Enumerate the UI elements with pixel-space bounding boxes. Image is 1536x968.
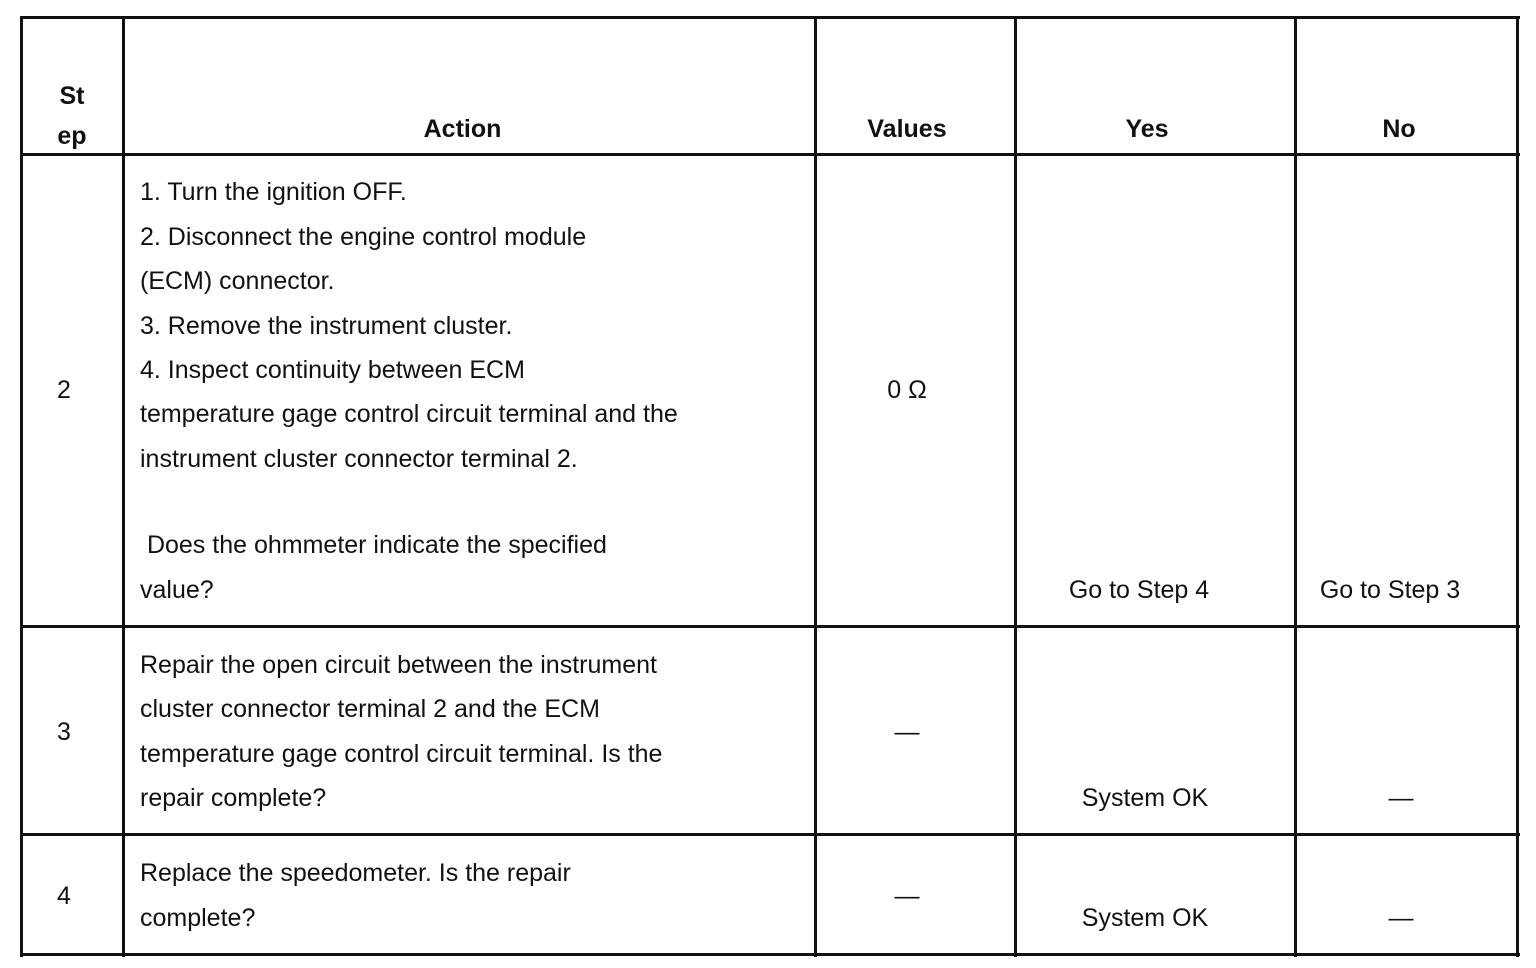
action-line: 4. Inspect continuity between ECM: [140, 356, 525, 384]
action-line: temperature gage control circuit terminal and the: [140, 400, 678, 428]
action-line: 3. Remove the instrument cluster.: [140, 312, 513, 340]
row-divider: [20, 625, 1520, 628]
column-divider: [814, 16, 817, 957]
action-line: instrument cluster connector terminal 2.: [140, 445, 578, 473]
action-line: temperature gage control circuit terminal. Is the: [140, 740, 663, 768]
table-border-right: [1516, 16, 1519, 957]
header-action: Action: [423, 115, 502, 143]
action-line: value?: [140, 576, 214, 604]
row-divider: [20, 833, 1520, 836]
yes-cell: System OK: [1081, 904, 1209, 932]
step-number: 4: [57, 882, 71, 910]
no-cell: —: [1388, 784, 1414, 812]
yes-cell: Go to Step 4: [1068, 576, 1210, 604]
header-step-line2: ep: [57, 122, 87, 150]
yes-cell: System OK: [1081, 784, 1209, 812]
no-cell: Go to Step 3: [1319, 576, 1461, 604]
action-line: repair complete?: [140, 784, 327, 812]
value-cell: —: [894, 882, 920, 910]
step-number: 2: [57, 376, 71, 404]
value-cell: 0 Ω: [887, 376, 927, 404]
column-divider: [122, 16, 125, 957]
header-yes: Yes: [1125, 115, 1169, 143]
action-line: Replace the speedometer. Is the repair: [140, 859, 571, 887]
value-cell: —: [894, 718, 920, 746]
header-step-line1: St: [59, 82, 85, 110]
table-border-left: [20, 16, 23, 957]
header-step: [22, 76, 122, 156]
header-divider: [20, 153, 1520, 156]
column-divider: [1294, 16, 1297, 957]
action-line: cluster connector terminal 2 and the ECM: [140, 695, 600, 723]
step-number: 3: [57, 718, 71, 746]
table-border-top: [20, 16, 1520, 19]
action-line: Repair the open circuit between the instrument: [140, 651, 657, 679]
action-line: (ECM) connector.: [140, 267, 335, 295]
header-no: No: [1382, 115, 1416, 143]
action-line: 1. Turn the ignition OFF.: [140, 178, 407, 206]
action-line: complete?: [140, 904, 256, 932]
action-line: Does the ohmmeter indicate the specified: [140, 531, 607, 559]
column-divider: [1014, 16, 1017, 957]
action-line: 2. Disconnect the engine control module: [140, 223, 587, 251]
table-border-bottom: [20, 953, 1520, 956]
no-cell: —: [1388, 904, 1414, 932]
header-values: Values: [867, 115, 947, 143]
